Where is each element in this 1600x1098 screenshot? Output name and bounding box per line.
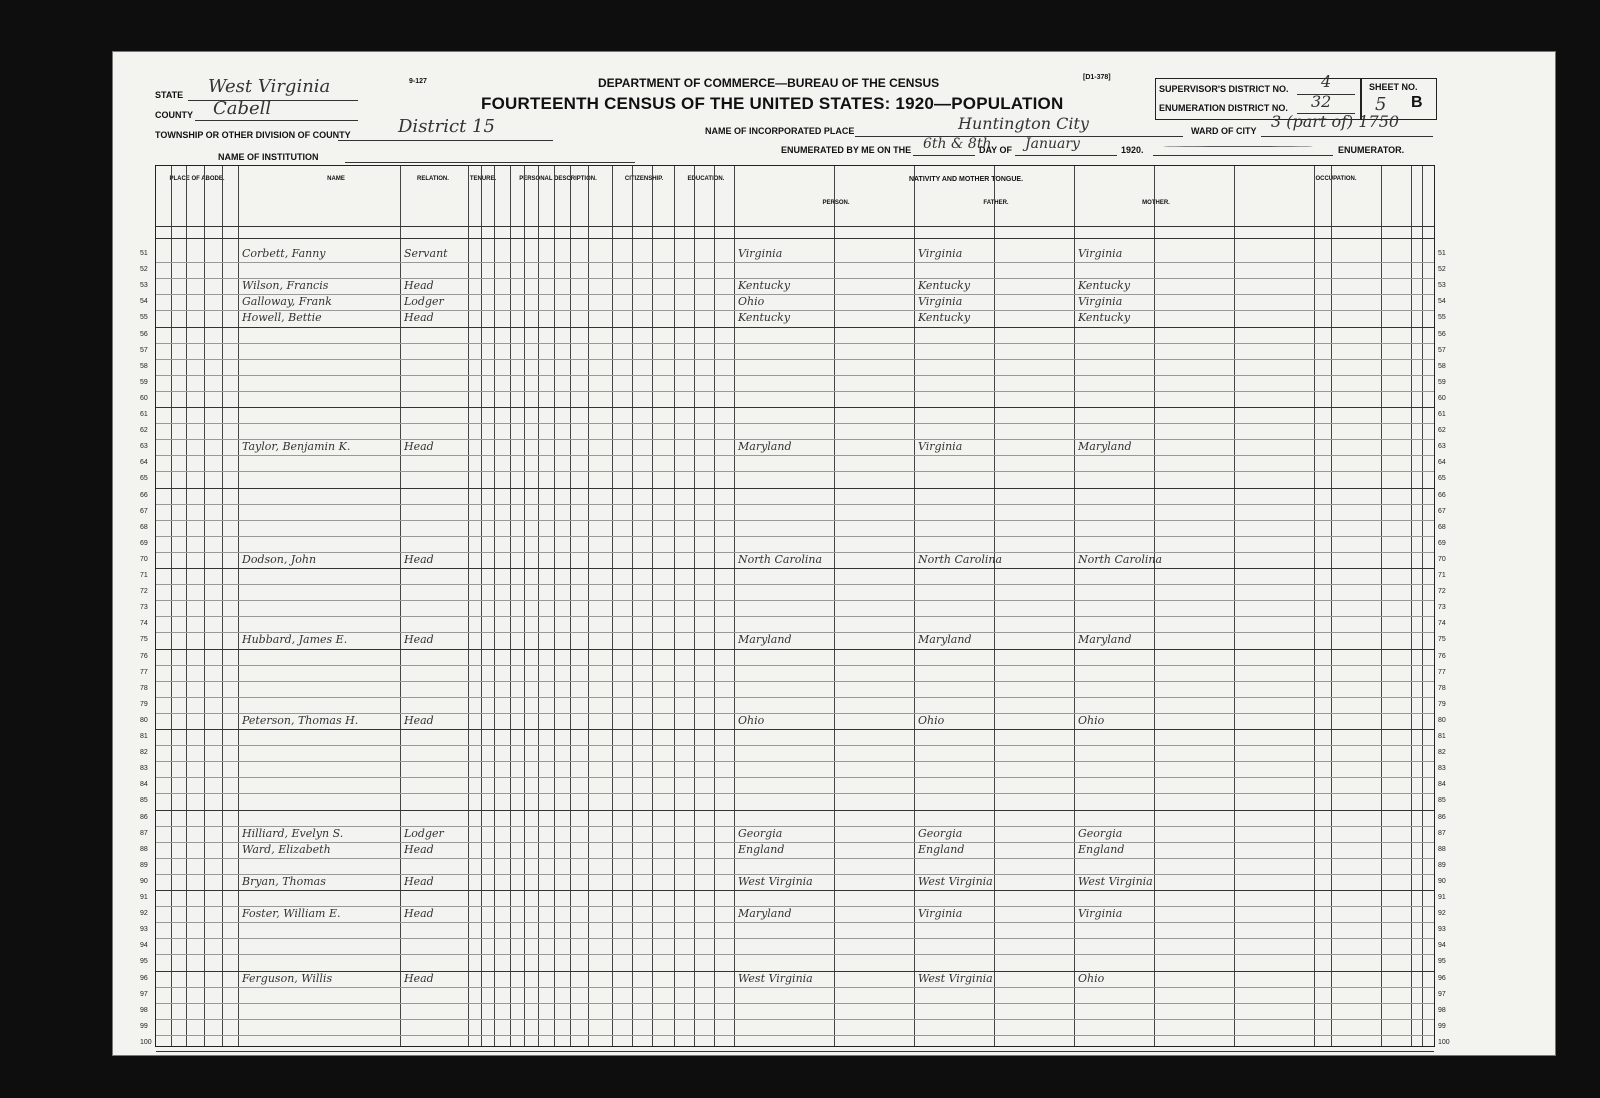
grid-vline xyxy=(171,166,172,1046)
row-line xyxy=(156,665,1434,666)
entry-birthplace: Kentucky xyxy=(738,279,791,293)
row-number-right: 85 xyxy=(1438,797,1446,805)
row-number-right: 82 xyxy=(1438,749,1446,757)
row-number-left: 71 xyxy=(140,572,148,579)
entry-name: Howell, Bettie xyxy=(242,311,322,325)
enumerator-signature xyxy=(1163,146,1313,147)
grid-vline xyxy=(1331,166,1332,1046)
row-number-right: 69 xyxy=(1438,539,1446,547)
row-number-left: 84 xyxy=(140,781,148,789)
entry-mother-birthplace: Kentucky xyxy=(1078,311,1131,325)
entry-birthplace: Ohio xyxy=(738,713,765,727)
col-place-of-abode: PLACE OF ABODE. xyxy=(169,176,225,182)
row-number-right: 68 xyxy=(1438,523,1446,531)
row-number-right: 83 xyxy=(1438,765,1446,773)
grid-vline xyxy=(714,166,715,1046)
entry-father-birthplace: Maryland xyxy=(918,633,972,647)
sheet-letter: B xyxy=(1411,94,1423,111)
entry-name: Taylor, Benjamin K. xyxy=(242,440,351,454)
entry-mother-birthplace: Ohio xyxy=(1078,713,1105,727)
row-number-left: 52 xyxy=(140,266,148,274)
row-line xyxy=(156,810,1434,811)
row-line xyxy=(156,600,1434,601)
row-number-left: 92 xyxy=(140,910,148,918)
row-number-left: 93 xyxy=(140,926,148,934)
grid-vline xyxy=(510,166,511,1046)
row-number-left: 70 xyxy=(140,555,148,563)
row-line xyxy=(156,1051,1434,1052)
institution-underline xyxy=(345,162,635,163)
row-line xyxy=(156,858,1434,859)
entry-father-birthplace: West Virginia xyxy=(918,874,993,888)
incorporated-label: NAME OF INCORPORATED PLACE xyxy=(705,126,855,136)
row-line xyxy=(156,777,1434,778)
grid-vline xyxy=(1074,166,1075,1046)
row-line xyxy=(156,681,1434,682)
entry-mother-birthplace: Ohio xyxy=(1078,971,1105,985)
row-line xyxy=(156,584,1434,585)
row-number-left: 60 xyxy=(140,394,148,402)
row-number-left: 54 xyxy=(140,298,148,306)
grid-vline xyxy=(1381,166,1382,1046)
grid-vline xyxy=(481,166,482,1046)
row-number-left: 58 xyxy=(140,362,148,370)
enumerator-label: ENUMERATOR. xyxy=(1338,145,1405,155)
row-number-left: 85 xyxy=(140,797,148,805)
ward-label: WARD OF CITY xyxy=(1191,126,1257,136)
row-number-left: 65 xyxy=(140,475,148,483)
row-number-left: 57 xyxy=(140,346,148,354)
row-number-right: 99 xyxy=(1438,1022,1446,1030)
township-underline xyxy=(338,140,553,141)
county-value: Cabell xyxy=(213,98,272,119)
entry-father-birthplace: North Carolina xyxy=(918,552,1003,566)
row-number-left: 100 xyxy=(140,1038,152,1046)
sheet-label: SHEET NO. xyxy=(1369,82,1418,92)
row-line xyxy=(156,697,1434,698)
grid-vline xyxy=(186,166,187,1046)
entry-father-birthplace: England xyxy=(918,842,965,856)
row-line xyxy=(156,455,1434,456)
row-line xyxy=(156,649,1434,650)
row-number-right: 67 xyxy=(1438,507,1446,515)
row-number-left: 66 xyxy=(140,491,148,499)
row-number-left: 90 xyxy=(140,877,148,885)
grid-vline xyxy=(588,166,589,1046)
entry-mother-birthplace: Maryland xyxy=(1078,633,1132,647)
row-number-right: 96 xyxy=(1438,974,1446,982)
entry-father-birthplace: Virginia xyxy=(918,247,963,260)
grid-vline xyxy=(538,166,539,1046)
row-number-left: 81 xyxy=(140,733,148,740)
entry-father-birthplace: Georgia xyxy=(918,826,963,840)
entry-mother-birthplace: Georgia xyxy=(1078,826,1123,840)
entry-birthplace: England xyxy=(738,842,785,856)
census-sheet xyxy=(113,52,1555,1055)
grid-vline xyxy=(494,166,495,1046)
row-number-left: 97 xyxy=(140,990,148,998)
row-line xyxy=(156,890,1434,891)
grid-vline xyxy=(674,166,675,1046)
row-number-left: 88 xyxy=(140,845,148,853)
col-citizenship: CITIZENSHIP. xyxy=(624,176,664,182)
row-line xyxy=(156,729,1434,730)
main-title: FOURTEENTH CENSUS OF THE UNITED STATES: 1920—POPULATION xyxy=(481,94,1064,113)
entry-name: Hubbard, James E. xyxy=(242,633,348,647)
entry-relation: Servant xyxy=(404,247,448,260)
row-line xyxy=(156,375,1434,376)
supervisor-label: SUPERVISOR'S DISTRICT NO. xyxy=(1159,84,1289,94)
row-number-left: 59 xyxy=(140,378,148,386)
entry-mother-birthplace: England xyxy=(1078,842,1125,856)
grid-vline xyxy=(1422,166,1423,1046)
entry-birthplace: Maryland xyxy=(738,440,792,454)
row-number-left: 75 xyxy=(140,636,148,644)
entry-name: Ferguson, Willis xyxy=(242,971,333,985)
entry-name: Bryan, Thomas xyxy=(242,874,326,888)
row-number-right: 73 xyxy=(1438,604,1446,612)
day-underline xyxy=(913,155,975,156)
row-number-right: 95 xyxy=(1438,958,1446,966)
row-number-right: 62 xyxy=(1438,427,1446,435)
row-number-right: 86 xyxy=(1438,813,1446,821)
col-personal: PERSONAL DESCRIPTION. xyxy=(519,176,597,182)
entry-name: Hilliard, Evelyn S. xyxy=(242,826,344,840)
row-number-right: 55 xyxy=(1438,314,1446,322)
entry-relation: Lodger xyxy=(404,826,444,840)
row-line xyxy=(156,391,1434,392)
entry-relation: Head xyxy=(404,842,434,856)
grid-vline xyxy=(914,166,915,1046)
row-number-left: 87 xyxy=(140,829,148,837)
grid-vline xyxy=(834,166,835,1046)
township-label: TOWNSHIP OR OTHER DIVISION OF COUNTY xyxy=(155,130,351,140)
row-number-left: 67 xyxy=(140,507,148,515)
header-rule xyxy=(156,226,1434,227)
row-line xyxy=(156,987,1434,988)
row-number-right: 51 xyxy=(1438,250,1446,257)
entry-mother-birthplace: Maryland xyxy=(1078,440,1132,454)
state-value: West Virginia xyxy=(208,76,331,97)
row-number-right: 57 xyxy=(1438,346,1446,354)
row-number-right: 70 xyxy=(1438,555,1446,563)
row-number-right: 72 xyxy=(1438,588,1446,596)
entry-father-birthplace: Kentucky xyxy=(918,279,971,293)
enumeration-label: ENUMERATION DISTRICT NO. xyxy=(1159,103,1288,113)
row-number-right: 87 xyxy=(1438,829,1446,837)
entry-father-birthplace: Ohio xyxy=(918,713,945,727)
grid-vline xyxy=(652,166,653,1046)
form-number: 9-127 xyxy=(409,78,427,85)
row-number-left: 53 xyxy=(140,282,148,290)
row-number-right: 94 xyxy=(1438,942,1446,950)
grid-vline xyxy=(204,166,205,1046)
row-number-left: 91 xyxy=(140,894,148,901)
grid-vline xyxy=(1314,166,1315,1046)
year-text: 1920. xyxy=(1121,145,1144,155)
entry-name: Ward, Elizabeth xyxy=(242,842,331,856)
entry-birthplace: Maryland xyxy=(738,907,792,921)
row-line xyxy=(156,407,1434,408)
row-number-right: 100 xyxy=(1438,1038,1450,1046)
row-number-right: 56 xyxy=(1438,330,1446,338)
row-line xyxy=(156,568,1434,569)
row-line xyxy=(156,954,1434,955)
grid-vline xyxy=(554,166,555,1046)
row-number-left: 78 xyxy=(140,684,148,692)
row-number-left: 73 xyxy=(140,604,148,612)
entry-name: Galloway, Frank xyxy=(242,295,332,309)
row-number-right: 53 xyxy=(1438,282,1446,290)
row-number-right: 54 xyxy=(1438,298,1446,306)
entry-father-birthplace: Kentucky xyxy=(918,311,971,325)
row-number-left: 62 xyxy=(140,427,148,435)
entry-name: Peterson, Thomas H. xyxy=(242,713,359,727)
row-line xyxy=(156,536,1434,537)
col-tenure: TENURE. xyxy=(469,176,497,182)
row-number-left: 83 xyxy=(140,765,148,773)
col-mother: MOTHER. xyxy=(1142,200,1170,206)
entry-mother-birthplace: North Carolina xyxy=(1078,552,1163,566)
entry-mother-birthplace: Virginia xyxy=(1078,247,1123,260)
row-number-left: 94 xyxy=(140,942,148,950)
row-number-right: 81 xyxy=(1438,733,1446,740)
incorporated-underline xyxy=(855,136,1183,137)
ward-underline xyxy=(1261,136,1433,137)
row-number-left: 61 xyxy=(140,411,148,418)
enumerator-underline xyxy=(1153,155,1333,156)
row-number-left: 64 xyxy=(140,459,148,467)
row-number-left: 63 xyxy=(140,443,148,451)
col-person: PERSON. xyxy=(822,200,850,206)
enumerated-day: 6th & 8th xyxy=(923,136,992,152)
row-number-right: 79 xyxy=(1438,700,1446,708)
grid-vline xyxy=(468,166,469,1046)
row-number-right: 64 xyxy=(1438,459,1446,467)
row-number-left: 77 xyxy=(140,668,148,676)
entry-father-birthplace: Virginia xyxy=(918,440,963,454)
row-number-left: 51 xyxy=(140,250,148,257)
grid-vline xyxy=(524,166,525,1046)
row-number-left: 99 xyxy=(140,1022,148,1030)
state-label: STATE xyxy=(155,90,184,100)
row-number-right: 89 xyxy=(1438,861,1446,869)
col-occupation: OCCUPATION. xyxy=(1315,176,1357,182)
enumerated-label: ENUMERATED BY ME ON THE xyxy=(781,145,912,155)
entry-birthplace: Georgia xyxy=(738,826,783,840)
grid-vline xyxy=(1234,166,1235,1046)
month-value: January xyxy=(1025,136,1080,152)
entry-relation: Head xyxy=(404,311,434,325)
entry-name: Foster, William E. xyxy=(242,907,341,921)
row-number-left: 69 xyxy=(140,539,148,547)
census-grid xyxy=(140,165,1450,1047)
row-number-left: 72 xyxy=(140,588,148,596)
grid-vline xyxy=(694,166,695,1046)
entry-name: Dodson, John xyxy=(242,552,317,566)
row-number-left: 89 xyxy=(140,861,148,869)
row-number-right: 90 xyxy=(1438,877,1446,885)
row-number-right: 76 xyxy=(1438,652,1446,660)
row-line xyxy=(156,504,1434,505)
row-number-right: 52 xyxy=(1438,266,1446,274)
grid-vline xyxy=(222,166,223,1046)
entry-birthplace: Virginia xyxy=(738,247,783,260)
county-label: COUNTY xyxy=(155,110,193,120)
row-number-right: 97 xyxy=(1438,990,1446,998)
row-number-right: 77 xyxy=(1438,668,1446,676)
entry-relation: Head xyxy=(404,279,434,293)
row-line xyxy=(156,616,1434,617)
entry-mother-birthplace: Virginia xyxy=(1078,295,1123,309)
row-number-right: 98 xyxy=(1438,1006,1446,1014)
entry-name: Wilson, Francis xyxy=(242,279,329,293)
entry-relation: Head xyxy=(404,713,434,727)
row-line xyxy=(156,1035,1434,1036)
entry-mother-birthplace: Virginia xyxy=(1078,907,1123,921)
row-number-right: 60 xyxy=(1438,394,1446,402)
row-line xyxy=(156,1019,1434,1020)
row-number-right: 74 xyxy=(1438,620,1446,628)
row-number-left: 55 xyxy=(140,314,148,322)
grid-vline xyxy=(1411,166,1412,1046)
row-line xyxy=(156,488,1434,489)
row-line xyxy=(156,761,1434,762)
entry-mother-birthplace: West Virginia xyxy=(1078,874,1153,888)
row-line xyxy=(156,343,1434,344)
row-number-left: 76 xyxy=(140,652,148,660)
entry-birthplace: North Carolina xyxy=(738,552,823,566)
row-number-right: 78 xyxy=(1438,684,1446,692)
row-line xyxy=(156,327,1434,328)
grid-vline xyxy=(612,166,613,1046)
column-number-rule xyxy=(156,238,1434,239)
entry-relation: Head xyxy=(404,874,434,888)
col-name: NAME xyxy=(327,176,345,182)
row-number-right: 92 xyxy=(1438,910,1446,918)
incorporated-value: Huntington City xyxy=(958,114,1089,133)
col-relation: RELATION. xyxy=(417,176,449,182)
row-number-left: 95 xyxy=(140,958,148,966)
entry-relation: Head xyxy=(404,907,434,921)
supervisor-value: 4 xyxy=(1321,72,1332,91)
entry-birthplace: Ohio xyxy=(738,295,765,309)
entry-birthplace: Kentucky xyxy=(738,311,791,325)
row-number-left: 80 xyxy=(140,716,148,724)
sheet-value: 5 xyxy=(1375,94,1387,115)
row-line xyxy=(156,471,1434,472)
row-line xyxy=(156,520,1434,521)
dept-title: DEPARTMENT OF COMMERCE—BUREAU OF THE CENSUS xyxy=(598,76,940,90)
row-number-right: 84 xyxy=(1438,781,1446,789)
row-number-right: 80 xyxy=(1438,716,1446,724)
grid-vline xyxy=(734,166,735,1046)
row-number-right: 91 xyxy=(1438,894,1446,901)
entry-name: Corbett, Fanny xyxy=(242,247,326,260)
row-line xyxy=(156,423,1434,424)
row-number-left: 74 xyxy=(140,620,148,628)
row-number-left: 98 xyxy=(140,1006,148,1014)
row-number-right: 71 xyxy=(1438,572,1446,579)
month-underline xyxy=(1015,155,1117,156)
entry-relation: Head xyxy=(404,633,434,647)
row-line xyxy=(156,793,1434,794)
row-number-right: 63 xyxy=(1438,443,1446,451)
enumeration-value: 32 xyxy=(1311,92,1332,111)
row-line xyxy=(156,938,1434,939)
row-number-right: 61 xyxy=(1438,411,1446,418)
col-father: FATHER. xyxy=(983,200,1009,206)
row-number-left: 96 xyxy=(140,974,148,982)
row-line xyxy=(156,745,1434,746)
entry-father-birthplace: Virginia xyxy=(918,907,963,921)
col-nativity: NATIVITY AND MOTHER TONGUE. xyxy=(908,176,1024,183)
row-line xyxy=(156,359,1434,360)
entry-birthplace: West Virginia xyxy=(738,971,813,985)
row-number-left: 68 xyxy=(140,523,148,531)
row-number-right: 75 xyxy=(1438,636,1446,644)
entry-father-birthplace: Virginia xyxy=(918,295,963,309)
row-number-left: 82 xyxy=(140,749,148,757)
row-number-left: 56 xyxy=(140,330,148,338)
row-number-right: 66 xyxy=(1438,491,1446,499)
entry-birthplace: Maryland xyxy=(738,633,792,647)
ward-value: 3 (part of) 1750 xyxy=(1271,112,1400,131)
row-number-right: 65 xyxy=(1438,475,1446,483)
row-number-left: 79 xyxy=(140,700,148,708)
grid-vline xyxy=(1154,166,1155,1046)
township-value: District 15 xyxy=(398,116,495,137)
entry-relation: Lodger xyxy=(404,295,444,309)
row-line xyxy=(156,1003,1434,1004)
entry-relation: Head xyxy=(404,971,434,985)
row-number-right: 88 xyxy=(1438,845,1446,853)
grid-vline xyxy=(238,166,239,1046)
entry-birthplace: West Virginia xyxy=(738,874,813,888)
col-education: EDUCATION. xyxy=(687,176,725,182)
entry-relation: Head xyxy=(404,552,434,566)
day-of-label: DAY OF xyxy=(979,145,1013,155)
row-line xyxy=(156,262,1434,263)
grid-vline xyxy=(400,166,401,1046)
grid-vline xyxy=(994,166,995,1046)
row-number-left: 86 xyxy=(140,813,148,821)
institution-label: NAME OF INSTITUTION xyxy=(218,152,319,162)
row-number-right: 58 xyxy=(1438,362,1446,370)
row-number-right: 59 xyxy=(1438,378,1446,386)
entry-mother-birthplace: Kentucky xyxy=(1078,279,1131,293)
grid-vline xyxy=(570,166,571,1046)
county-underline xyxy=(195,120,358,121)
grid-vline xyxy=(632,166,633,1046)
form-code: [D1-378] xyxy=(1083,74,1111,81)
row-line xyxy=(156,922,1434,923)
row-number-right: 93 xyxy=(1438,926,1446,934)
entry-father-birthplace: West Virginia xyxy=(918,971,993,985)
entry-relation: Head xyxy=(404,440,434,454)
